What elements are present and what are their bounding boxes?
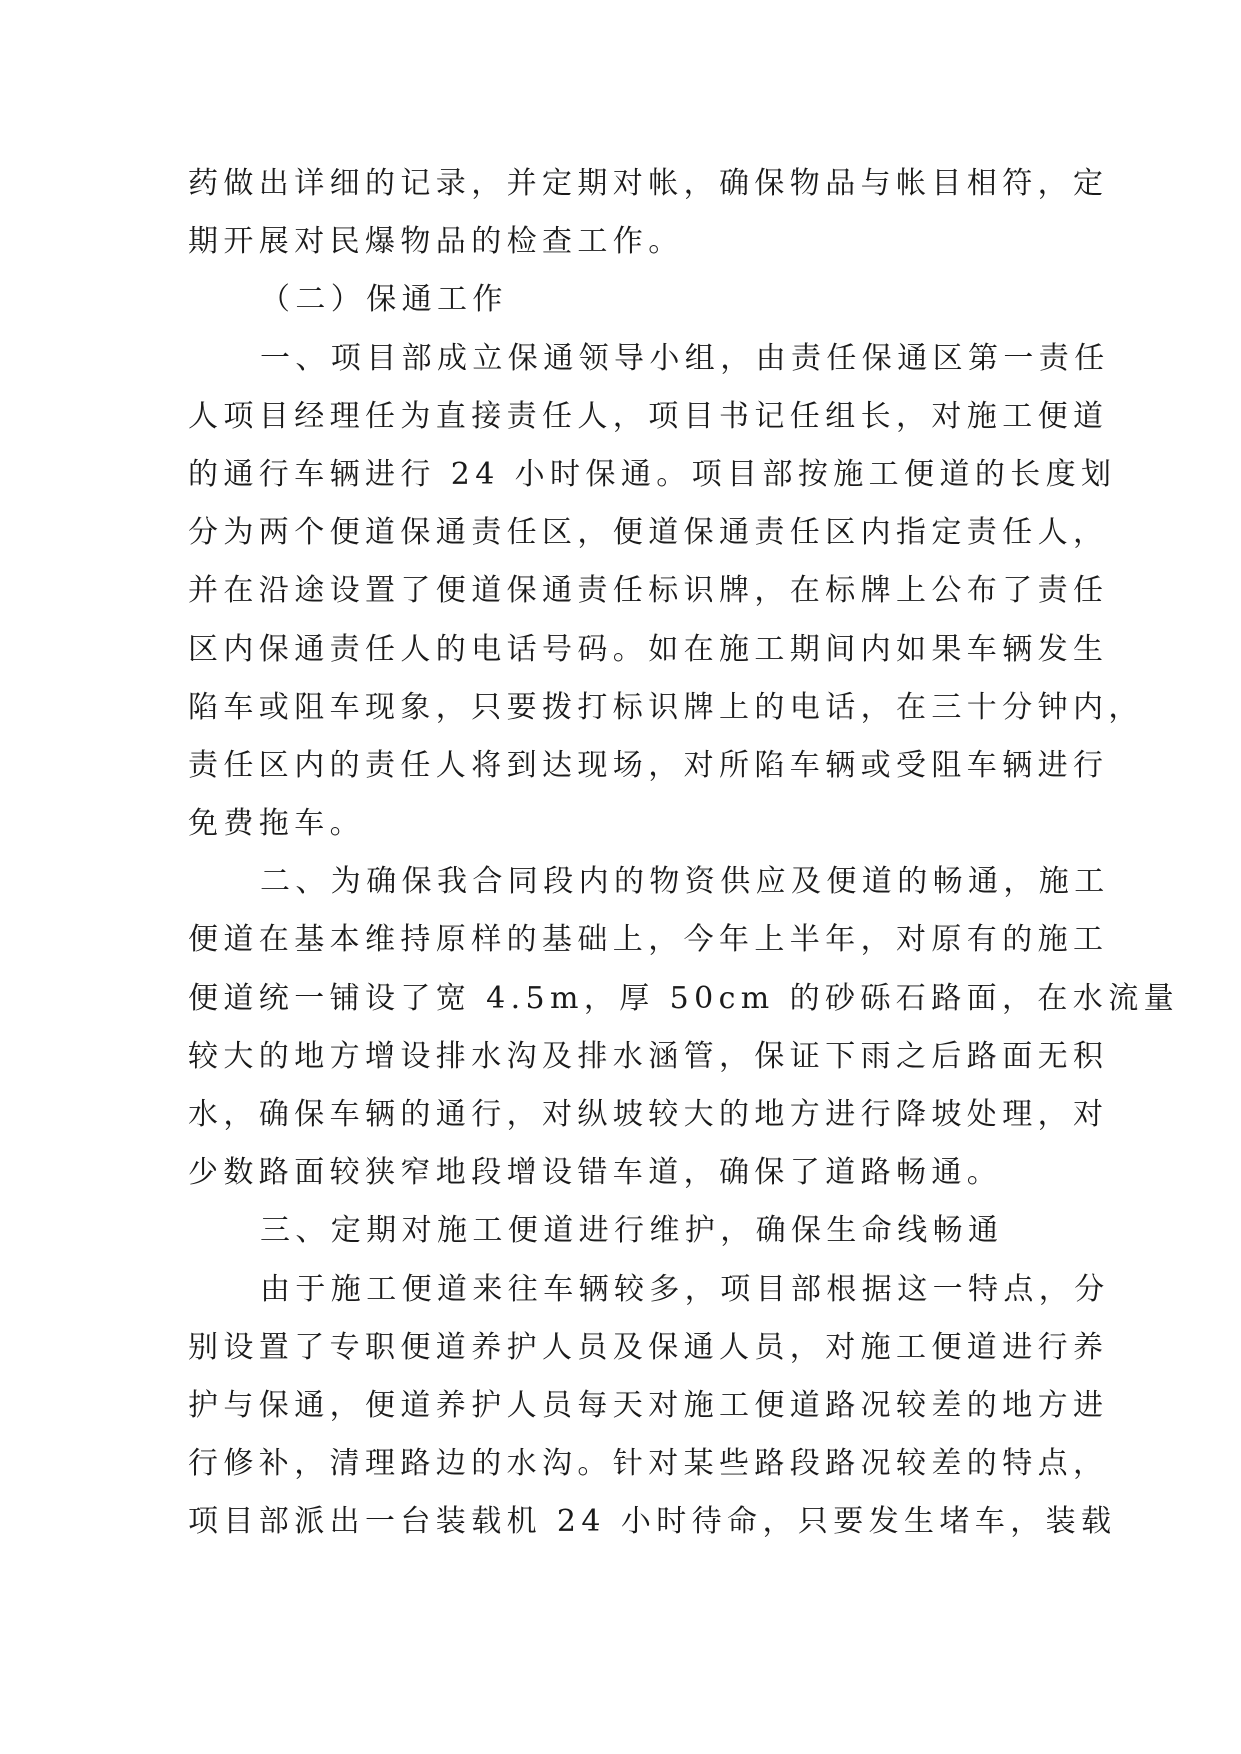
text-line: 分为两个便道保通责任区，便道保通责任区内指定责任人， (188, 515, 1109, 551)
section-heading: 三、定期对施工便道进行维护，确保生命线畅通 (260, 1213, 1004, 1249)
paragraph-first-line: 二、为确保我合同段内的物资供应及便道的畅通，施工 (260, 864, 1110, 900)
text-line: 免费拖车。 (188, 806, 365, 842)
text-line: 便道统一铺设了宽 4.5m，厚 50cm 的砂砾石路面，在水流量 (188, 980, 1179, 1016)
text-line: 水，确保车辆的通行，对纵坡较大的地方进行降坡处理，对 (188, 1097, 1109, 1132)
text-line: 别设置了专职便道养护人员及保通人员，对施工便道进行养 (188, 1329, 1109, 1365)
text-line: 便道在基本维持原样的基础上，今年上半年，对原有的施工 (188, 922, 1109, 958)
text-line: 行修补，清理路边的水沟。针对某些路段路况较差的特点， (188, 1446, 1109, 1482)
text-line: 护与保通，便道养护人员每天对施工便道路况较差的地方进 (188, 1387, 1109, 1423)
text-line: 陷车或阻车现象，只要拨打标识牌上的电话，在三十分钟内， (188, 689, 1144, 725)
text-line: 区内保通责任人的电话号码。如在施工期间内如果车辆发生 (188, 631, 1109, 667)
document-body (188, 155, 1179, 1552)
text-line: 责任区内的责任人将到达现场，对所陷车辆或受阻车辆进行 (188, 747, 1109, 783)
text-line: 较大的地方增设排水沟及排水涵管，保证下雨之后路面无积 (188, 1038, 1109, 1074)
section-heading: （二）保通工作 (260, 282, 508, 318)
text-line: 项目部派出一台装载机 24 小时待命，只要发生堵车，装载 (188, 1504, 1117, 1540)
text-line: 期开展对民爆物品的检查工作。 (188, 224, 684, 260)
text-line: 并在沿途设置了便道保通责任标识牌，在标牌上公布了责任 (188, 573, 1109, 609)
text-line: 的通行车辆进行 24 小时保通。项目部按施工便道的长度划 (188, 456, 1117, 492)
text-line: 药做出详细的记录，并定期对帐，确保物品与帐目相符，定 (188, 166, 1109, 201)
paragraph-first-line: 一、项目部成立保通领导小组，由责任保通区第一责任 (260, 340, 1110, 376)
text-line: 人项目经理任为直接责任人，项目书记任组长，对施工便道 (188, 398, 1109, 434)
text-line: 少数路面较狭窄地段增设错车道，确保了道路畅通。 (188, 1155, 1003, 1191)
paragraph-first-line: 由于施工便道来往车辆较多，项目部根据这一特点，分 (260, 1271, 1110, 1307)
